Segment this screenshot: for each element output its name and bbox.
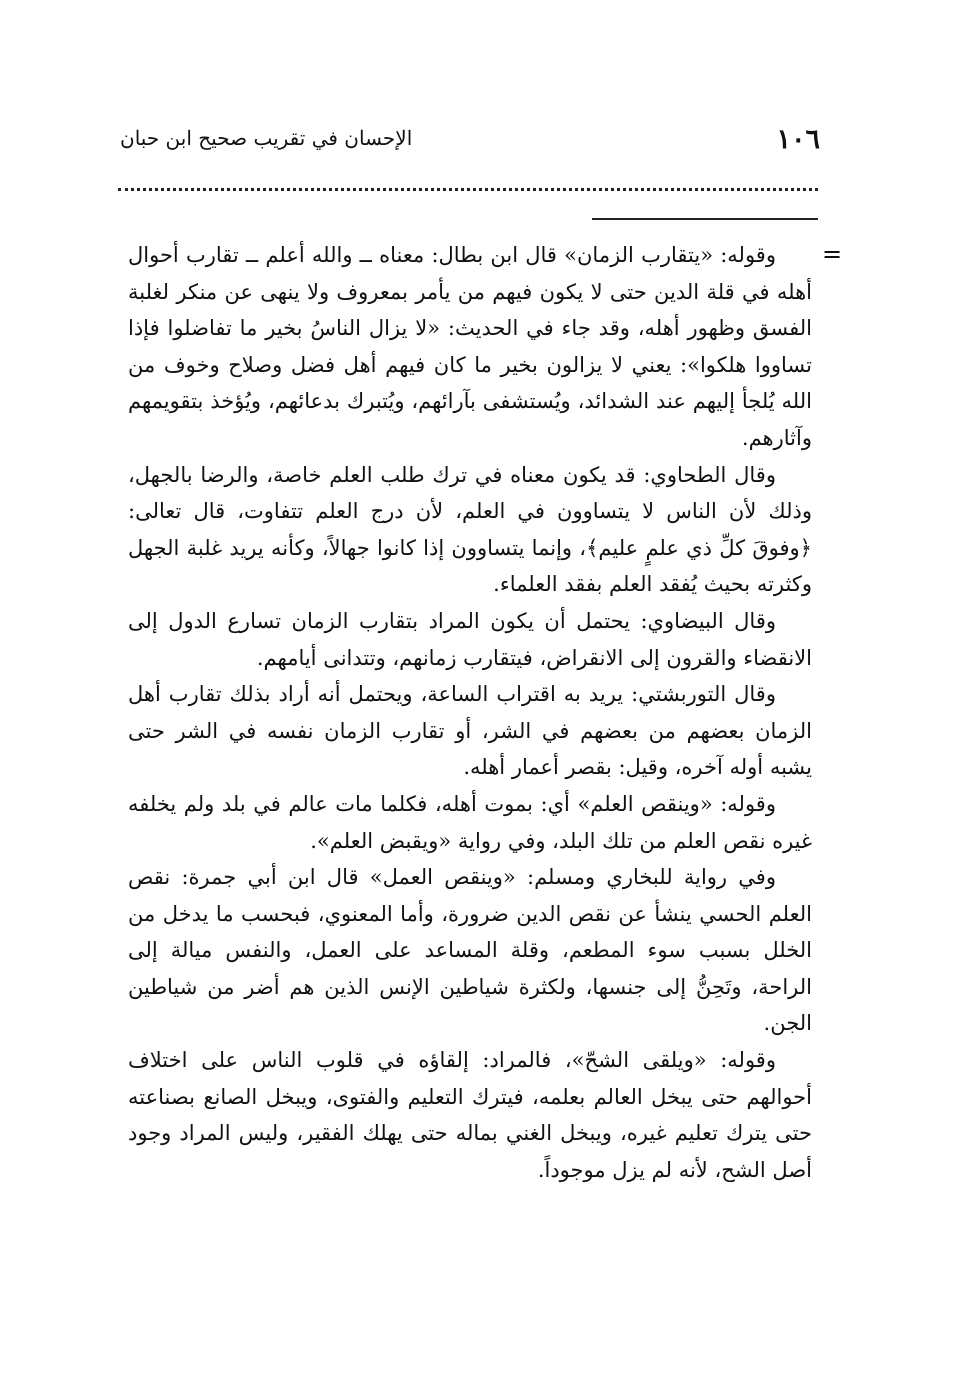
- paragraph-2: وقال الطحاوي: قد يكون معناه في ترك طلب العلم خاصة، والرضا بالجهل، وذلك لأن الناس لا يتساوون في العلم، لأن درج العلم تتفاوت، قال تعالى: ﴿وفوقَ كلِّ ذي علمٍ عليم﴾، وإنما يتساوون إذا كانوا جهالاً، وكأنه يريد غلبة الجهل وكثرته بحيث يُفقد العلم بفقد العلماء.: [128, 462, 812, 597]
- paragraph-5: وقوله: «وينقص العلم» أي: بموت أهله، فكلما مات عالم في بلد ولم يخلفه غيره نقص العلم من تلك البلد، وفي رواية «ويقبض العلم».: [128, 791, 812, 853]
- dotted-separator: [118, 188, 818, 191]
- paragraph-6: وفي رواية للبخاري ومسلم: «وينقص العمل» قال ابن أبي جمرة: نقص العلم الحسي ينشأ عن نقص الدين ضرورة، وأما المعنوي، فبحسب ما يدخل من الخلل بسبب سوء المطعم، وقلة المساعد على العمل، والنفس ميالة إلى الراحة، وتَحِنُّ إلى جنسها، ولكثرة شياطين الإنس الذين هم أضر من شياطين الجن.: [128, 865, 812, 1036]
- page-header: [120, 120, 820, 160]
- commentary-text: [128, 237, 812, 1188]
- continuation-mark: =: [822, 240, 843, 268]
- page-number: ١٠٦: [776, 124, 820, 155]
- footnote-rule: [592, 218, 818, 220]
- paragraph-4: وقال التوربشتي: يريد به اقتراب الساعة، ويحتمل أنه أراد بذلك تقارب أهل الزمان بعضهم من بعضهم في الشر، أو تقارب الزمان نفسه في الشر حتى يشبه أوله آخره، وقيل: بقصر أعمار أهله.: [128, 682, 812, 780]
- paragraph-7: وقوله: «ويلقى الشحّ»، فالمراد: إلقاؤه في قلوب الناس على اختلاف أحوالهم حتى يبخل العالم بعلمه، فيترك التعليم والفتوى، ويبخل الصانع بصناعته حتى يترك تعليم غيره، ويبخل الغني بماله حتى يهلك الفقير، وليس المراد وجود أصل الشح، لأنه لم يزل موجوداً.: [128, 1048, 812, 1182]
- running-title: الإحسان في تقريب صحيح ابن حبان: [120, 126, 413, 150]
- paragraph-3: وقال البيضاوي: يحتمل أن يكون المراد بتقارب الزمان تسارع الدول إلى الانقضاء والقرون إلى الانقراض، فيتقارب زمانهم، وتتدانى أيامهم.: [128, 608, 812, 670]
- paragraph-1: وقوله: «يتقارب الزمان» قال ابن بطال: معناه ــ والله أعلم ــ تقارب أحوال أهله في قلة الدين حتى لا يكون فيهم من يأمر بمعروف ولا ينهى عن منكر لغلبة الفسق وظهور أهله، وقد جاء في الحديث: «لا يزال الناسُ بخير ما تفاضلوا فإذا تساووا هلكوا»: يعني لا يزالون بخير ما كان فيهم أهل فضل وصلاح وخوف من الله يُلجأ إليهم عند الشدائد، ويُستشفى بآرائهم، ويُتبرك بدعائهم، ويُؤخذ بتقويمهم وآثارهم.: [128, 243, 812, 450]
